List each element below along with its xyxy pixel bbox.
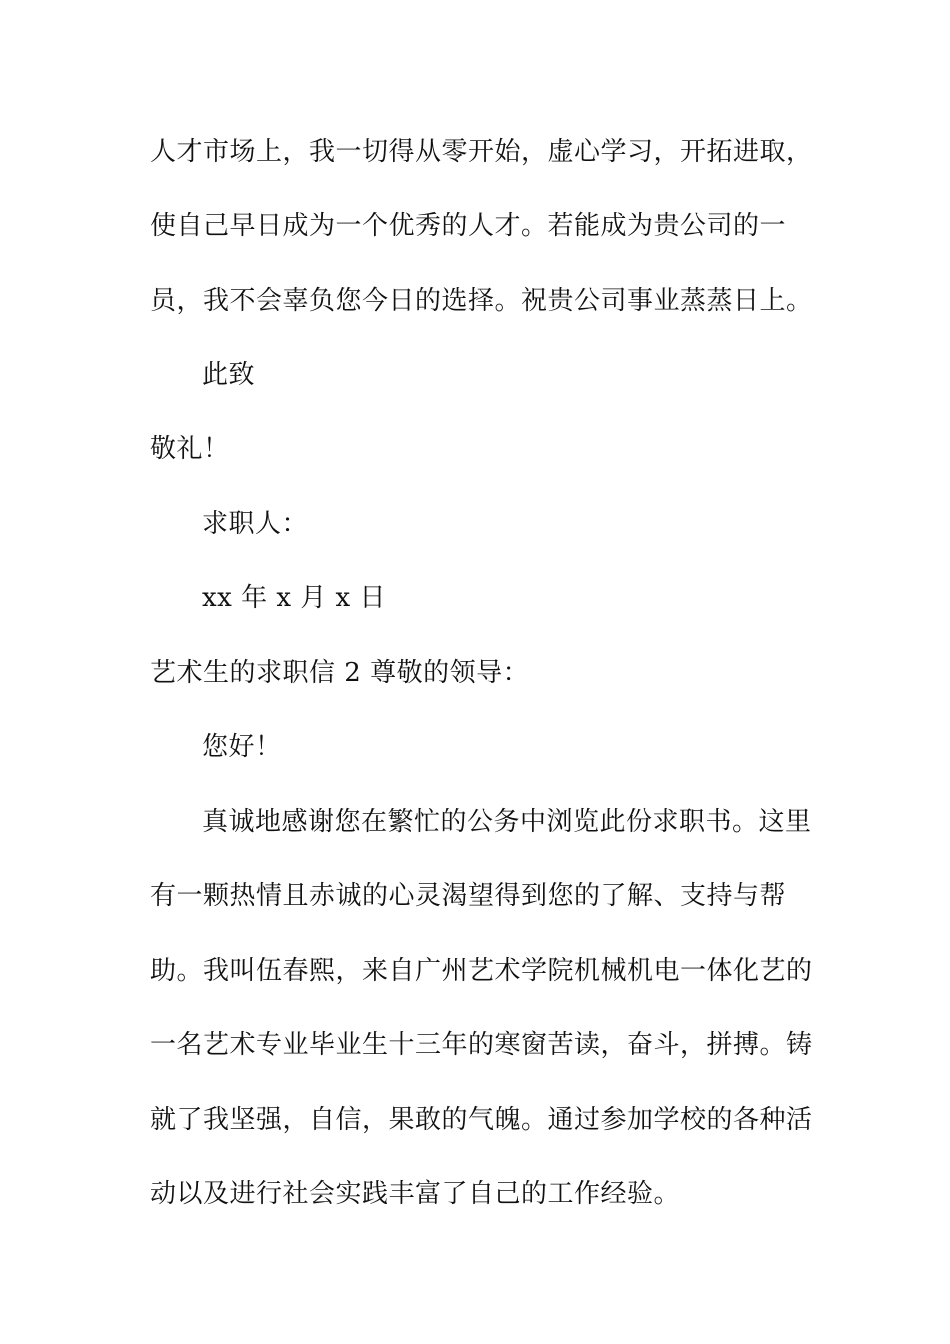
section-heading: 艺术生的求职信 2 尊敬的领导： (150, 658, 530, 688)
paragraph-line: 一名艺术专业毕业生十三年的寒窗苦读，奋斗，拼搏。铸 (150, 1030, 813, 1060)
paragraph-line: 人才市场上，我一切得从零开始，虚心学习，开拓进取， (150, 137, 813, 167)
paragraph-line: 真诚地感谢您在繁忙的公务中浏览此份求职书。这里 (202, 807, 812, 837)
paragraph-line: 使自己早日成为一个优秀的人才。若能成为贵公司的一 (150, 211, 787, 241)
date-line: xx 年 x 月 x 日 (202, 583, 386, 613)
paragraph-line: 助。我叫伍春熙，来自广州艺术学院机械机电一体化艺的 (150, 956, 813, 986)
paragraph-line: 有一颗热情且赤诚的心灵渴望得到您的了解、支持与帮 (150, 881, 787, 911)
paragraph-line: 动以及进行社会实践丰富了自己的工作经验。 (150, 1179, 681, 1209)
salutation-closing: 敬礼！ (150, 434, 230, 464)
greeting: 您好！ (202, 732, 282, 762)
paragraph-line: 员，我不会辜负您今日的选择。祝贵公司事业蒸蒸日上。 (150, 286, 813, 316)
signature-label: 求职人： (202, 509, 309, 539)
closing-phrase: 此致 (202, 360, 256, 390)
paragraph-line: 就了我坚强，自信，果敢的气魄。通过参加学校的各种活 (150, 1105, 813, 1135)
